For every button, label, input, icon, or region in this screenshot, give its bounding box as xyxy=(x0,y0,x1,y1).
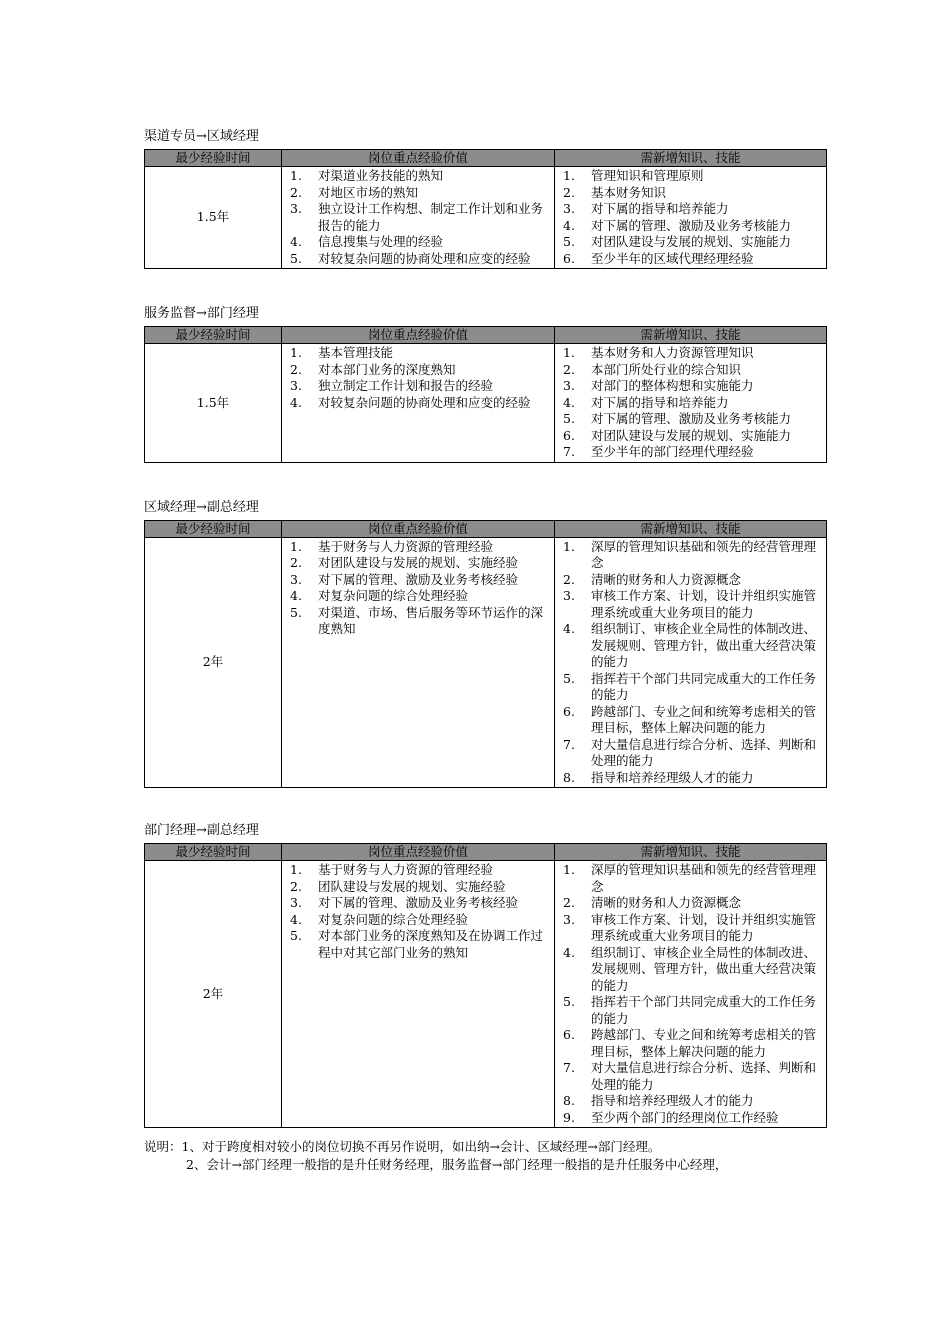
list-item-text: 本部门所处行业的综合知识 xyxy=(591,361,742,377)
list-item xyxy=(561,201,820,218)
list-item-text: 对本部门业务的深度熟知 xyxy=(318,361,456,377)
list-item xyxy=(288,879,548,896)
list-item-text: 对渠道业务技能的熟知 xyxy=(318,168,444,183)
list-item-number: 5. xyxy=(563,234,575,249)
time-cell: 1.5年 xyxy=(145,344,282,463)
list-item-number: 9. xyxy=(563,1109,575,1125)
list-item xyxy=(561,588,820,621)
list-item-number: 2. xyxy=(290,555,302,570)
list-item xyxy=(561,994,820,1027)
list-item xyxy=(561,362,820,379)
list-item-text: 对团队建设与发展的规划、实施能力 xyxy=(591,234,792,249)
list-item-number: 5. xyxy=(563,994,575,1009)
list-item-number: 1. xyxy=(290,345,302,360)
list-item xyxy=(561,345,820,362)
experience-list xyxy=(288,862,548,961)
career-path-table xyxy=(144,843,827,1128)
list-item-number: 2. xyxy=(563,361,575,377)
list-item-text: 组织制订、审核企业全局性的体制改进、发展规则、管理方针，做出重大经营决策的能力 xyxy=(591,944,817,993)
list-item-text: 基于财务与人力资源的管理经验 xyxy=(318,538,494,554)
list-item-text: 组织制订、审核企业全局性的体制改进、发展规则、管理方针，做出重大经营决策的能力 xyxy=(591,621,817,669)
header-experience: 岗位重点经验价值 xyxy=(282,327,555,344)
list-item xyxy=(561,539,820,572)
list-item-number: 3. xyxy=(290,201,302,216)
list-item xyxy=(561,185,820,202)
list-item-number: 3. xyxy=(563,588,575,603)
experience-list xyxy=(288,345,548,411)
list-item-number: 7. xyxy=(563,444,575,459)
table-header-row xyxy=(145,327,827,344)
list-item xyxy=(288,168,548,185)
list-item-number: 7. xyxy=(563,736,575,752)
note-line-2: 2、会计→部门经理一般指的是升任财务经理，服务监督→部门经理一般指的是升任服务中心经理， xyxy=(186,1157,728,1172)
list-item-number: 3. xyxy=(563,201,575,216)
list-item xyxy=(561,621,820,671)
experience-cell xyxy=(282,344,555,463)
list-item xyxy=(561,444,820,461)
career-path-table xyxy=(144,520,827,789)
list-item xyxy=(561,428,820,445)
list-item xyxy=(561,704,820,737)
list-item xyxy=(288,862,548,879)
list-item xyxy=(288,201,548,234)
header-skills: 需新增知识、技能 xyxy=(555,844,827,861)
list-item xyxy=(288,912,548,929)
list-item-text: 指挥若干个部门共同完成重大的工作任务的能力 xyxy=(591,994,817,1026)
list-item-number: 2. xyxy=(563,571,575,587)
list-item-number: 3. xyxy=(290,378,302,393)
list-item-text: 对下属的指导和培养能力 xyxy=(591,394,729,410)
list-item xyxy=(288,345,548,362)
header-time: 最少经验时间 xyxy=(145,150,282,167)
list-item-number: 7. xyxy=(563,1060,575,1075)
list-item xyxy=(561,770,820,787)
skills-list xyxy=(561,345,820,461)
list-item-text: 管理知识和管理原则 xyxy=(591,168,704,183)
list-item-text: 对部门的整体构想和实施能力 xyxy=(591,378,754,393)
list-item-text: 基本财务知识 xyxy=(591,184,667,200)
list-item-text: 对复杂问题的综合处理经验 xyxy=(318,911,469,927)
career-path-table xyxy=(144,326,827,463)
list-item-number: 3. xyxy=(290,895,302,910)
list-item xyxy=(561,378,820,395)
header-skills: 需新增知识、技能 xyxy=(555,150,827,167)
list-item-number: 8. xyxy=(563,769,575,785)
list-item xyxy=(288,234,548,251)
list-item-text: 基于财务与人力资源的管理经验 xyxy=(318,862,494,877)
list-item-number: 5. xyxy=(290,604,302,620)
list-item xyxy=(561,912,820,945)
experience-list xyxy=(288,539,548,638)
list-item-number: 4. xyxy=(290,394,302,410)
list-item xyxy=(561,168,820,185)
list-item-text: 清晰的财务和人力资源概念 xyxy=(591,571,742,587)
list-item-text: 跨越部门、专业之间和统筹考虑相关的管理目标，整体上解决问题的能力 xyxy=(591,1027,817,1059)
list-item-number: 4. xyxy=(563,621,575,636)
skills-cell xyxy=(555,537,827,788)
list-item-text: 对地区市场的熟知 xyxy=(318,184,419,200)
list-item-number: 1. xyxy=(290,168,302,183)
list-item-number: 4. xyxy=(563,394,575,410)
table-row xyxy=(145,537,827,788)
list-item-text: 至少半年的部门经理代理经验 xyxy=(591,444,754,459)
list-item-number: 6. xyxy=(563,250,575,266)
list-item-text: 跨越部门、专业之间和统筹考虑相关的管理目标，整体上解决问题的能力 xyxy=(591,703,817,735)
table-row xyxy=(145,167,827,269)
list-item-text: 指导和培养经理级人才的能力 xyxy=(591,1093,754,1108)
time-cell: 1.5年 xyxy=(145,167,282,269)
document-page xyxy=(144,128,826,1174)
list-item-text: 信息搜集与处理的经验 xyxy=(318,234,444,249)
skills-list xyxy=(561,168,820,267)
table-header-row xyxy=(145,844,827,861)
list-item-number: 1. xyxy=(290,538,302,554)
list-item-number: 1. xyxy=(563,538,575,554)
list-item-text: 至少半年的区域代理经理经验 xyxy=(591,250,754,266)
list-item-text: 审核工作方案、计划，设计并组织实施管理系统或重大业务项目的能力 xyxy=(591,911,817,943)
list-item xyxy=(561,862,820,895)
list-item-number: 1. xyxy=(290,862,302,877)
list-item xyxy=(288,588,548,605)
list-item xyxy=(288,928,548,961)
list-item-text: 深厚的管理知识基础和领先的经营管理理念 xyxy=(591,538,817,570)
list-item-text: 对下属的管理、激励及业务考核经验 xyxy=(318,571,519,587)
list-item-text: 至少两个部门的经理岗位工作经验 xyxy=(591,1109,779,1125)
list-item-text: 对渠道、市场、售后服务等环节运作的深度熟知 xyxy=(318,604,544,636)
list-item-text: 深厚的管理知识基础和领先的经营管理理念 xyxy=(591,862,817,894)
list-item xyxy=(561,234,820,251)
list-item-number: 3. xyxy=(563,378,575,393)
experience-list xyxy=(288,168,548,267)
list-item-text: 指挥若干个部门共同完成重大的工作任务的能力 xyxy=(591,670,817,702)
header-experience: 岗位重点经验价值 xyxy=(282,520,555,537)
list-item-text: 对团队建设与发展的规划、实施能力 xyxy=(591,427,792,443)
list-item xyxy=(288,572,548,589)
list-item-number: 1. xyxy=(563,168,575,183)
experience-cell xyxy=(282,537,555,788)
list-item-number: 5. xyxy=(563,670,575,686)
skills-cell xyxy=(555,344,827,463)
list-item-text: 团队建设与发展的规划、实施经验 xyxy=(318,878,506,894)
list-item-number: 4. xyxy=(563,944,575,960)
header-experience: 岗位重点经验价值 xyxy=(282,150,555,167)
list-item xyxy=(561,895,820,912)
table-row xyxy=(145,344,827,463)
list-item xyxy=(561,1110,820,1127)
list-item-number: 4. xyxy=(290,588,302,603)
list-item-number: 4. xyxy=(290,911,302,927)
list-item-number: 2. xyxy=(290,361,302,377)
list-item-text: 对较复杂问题的协商处理和应变的经验 xyxy=(318,394,531,410)
list-item-text: 独立设计工作构想、制定工作计划和业务报告的能力 xyxy=(318,201,544,233)
notes xyxy=(144,1138,826,1174)
list-item-text: 对下属的管理、激励及业务考核能力 xyxy=(591,411,792,426)
list-item-number: 2. xyxy=(290,878,302,894)
section-title: 渠道专员→区域经理 xyxy=(144,129,259,144)
list-item-number: 2. xyxy=(290,184,302,200)
list-item-number: 1. xyxy=(563,345,575,360)
list-item xyxy=(561,1060,820,1093)
header-time: 最少经验时间 xyxy=(145,844,282,861)
list-item-number: 2. xyxy=(563,184,575,200)
time-cell: 2年 xyxy=(145,861,282,1128)
list-item xyxy=(288,251,548,268)
list-item xyxy=(561,218,820,235)
skills-list xyxy=(561,862,820,1126)
list-item-text: 对较复杂问题的协商处理和应变的经验 xyxy=(318,250,531,266)
section-title: 服务监督→部门经理 xyxy=(144,306,259,321)
list-item xyxy=(561,1027,820,1060)
list-item-text: 指导和培养经理级人才的能力 xyxy=(591,769,754,785)
header-experience: 岗位重点经验价值 xyxy=(282,844,555,861)
list-item-number: 2. xyxy=(563,895,575,910)
list-item-number: 5. xyxy=(290,928,302,943)
note-line-1: 说明：1、对于跨度相对较小的岗位切换不再另作说明，如出纳→会计、区域经理→部门经理。 xyxy=(144,1139,661,1154)
list-item xyxy=(288,378,548,395)
list-item-number: 3. xyxy=(563,911,575,927)
list-item-number: 8. xyxy=(563,1093,575,1108)
list-item xyxy=(561,1093,820,1110)
list-item xyxy=(288,539,548,556)
skills-cell xyxy=(555,167,827,269)
list-item xyxy=(561,945,820,995)
list-item xyxy=(561,671,820,704)
list-item xyxy=(561,411,820,428)
header-time: 最少经验时间 xyxy=(145,327,282,344)
list-item-text: 独立制定工作计划和报告的经验 xyxy=(318,378,494,393)
header-time: 最少经验时间 xyxy=(145,520,282,537)
list-item-number: 1. xyxy=(563,862,575,877)
list-item-number: 4. xyxy=(290,234,302,249)
list-item-number: 3. xyxy=(290,571,302,587)
header-skills: 需新增知识、技能 xyxy=(555,520,827,537)
list-item xyxy=(288,185,548,202)
list-item-number: 5. xyxy=(563,411,575,426)
list-item-number: 6. xyxy=(563,703,575,719)
experience-cell xyxy=(282,167,555,269)
list-item-number: 5. xyxy=(290,250,302,266)
list-item-text: 对本部门业务的深度熟知及在协调工作过程中对其它部门业务的熟知 xyxy=(318,928,544,960)
list-item xyxy=(561,395,820,412)
list-item xyxy=(288,362,548,379)
career-path-table xyxy=(144,149,827,269)
table-header-row xyxy=(145,520,827,537)
list-item xyxy=(561,737,820,770)
section-title: 区域经理→副总经理 xyxy=(144,499,259,515)
list-item xyxy=(288,395,548,412)
list-item xyxy=(288,605,548,638)
list-item-number: 6. xyxy=(563,1027,575,1042)
list-item-text: 清晰的财务和人力资源概念 xyxy=(591,895,742,910)
list-item xyxy=(288,895,548,912)
skills-cell xyxy=(555,861,827,1128)
table-row xyxy=(145,861,827,1128)
list-item-text: 对下属的指导和培养能力 xyxy=(591,201,729,216)
list-item xyxy=(288,555,548,572)
time-cell: 2年 xyxy=(145,537,282,788)
list-item-text: 基本财务和人力资源管理知识 xyxy=(591,345,754,360)
skills-list xyxy=(561,539,820,787)
table-header-row xyxy=(145,150,827,167)
list-item-text: 对大量信息进行综合分析、选择、判断和处理的能力 xyxy=(591,1060,817,1092)
experience-cell xyxy=(282,861,555,1128)
list-item-number: 4. xyxy=(563,217,575,233)
list-item xyxy=(561,251,820,268)
list-item-text: 对下属的管理、激励及业务考核能力 xyxy=(591,217,792,233)
section-title: 部门经理→副总经理 xyxy=(144,823,259,838)
list-item-text: 对团队建设与发展的规划、实施经验 xyxy=(318,555,519,570)
header-skills: 需新增知识、技能 xyxy=(555,327,827,344)
list-item-text: 基本管理技能 xyxy=(318,345,394,360)
list-item-text: 对下属的管理、激励及业务考核经验 xyxy=(318,895,519,910)
list-item-text: 对复杂问题的综合处理经验 xyxy=(318,588,469,603)
list-item xyxy=(561,572,820,589)
list-item-number: 6. xyxy=(563,427,575,443)
list-item-text: 对大量信息进行综合分析、选择、判断和处理的能力 xyxy=(591,736,817,768)
list-item-text: 审核工作方案、计划，设计并组织实施管理系统或重大业务项目的能力 xyxy=(591,588,817,620)
